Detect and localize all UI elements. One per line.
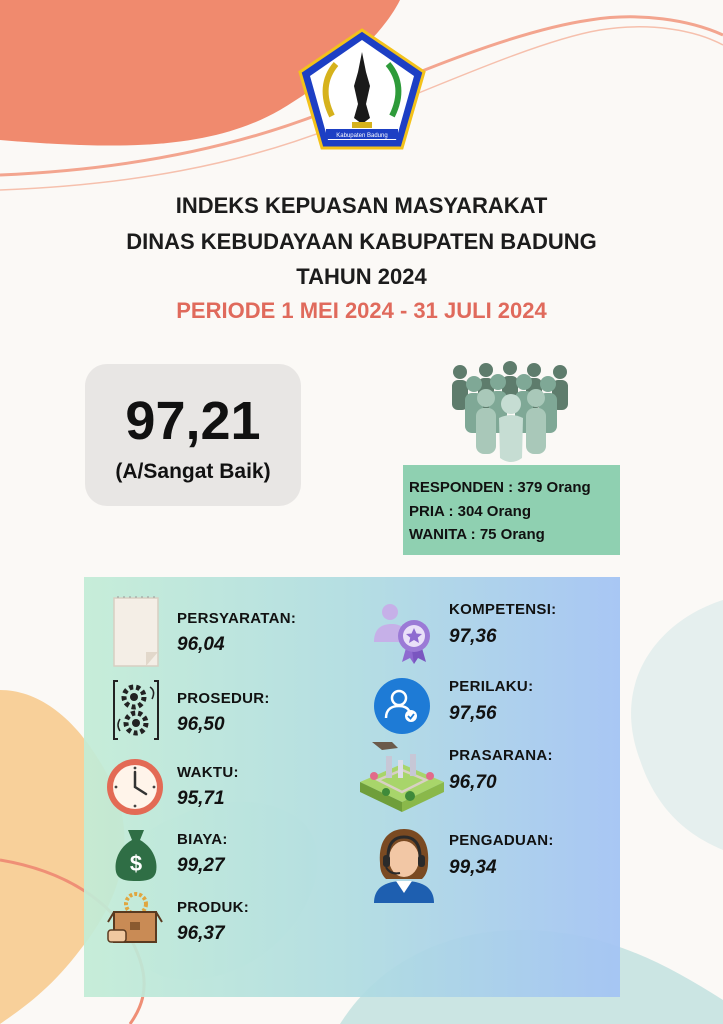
svg-text:$: $ — [129, 851, 143, 876]
indicator-value: 95,71 — [177, 788, 225, 809]
badung-regency-logo — [296, 26, 428, 152]
badge-award-icon — [370, 600, 436, 664]
indicator-value: 97,36 — [449, 626, 497, 647]
indicator-name: PRODUK: — [177, 899, 250, 916]
gears-icon — [112, 677, 160, 743]
document-icon — [112, 596, 160, 668]
indicator-value: 96,04 — [177, 634, 225, 655]
indicator-value: 99,34 — [449, 857, 497, 878]
city-park-icon — [358, 740, 446, 814]
score-category: (A/Sangat Baik) — [115, 460, 271, 483]
score-value: 97,21 — [125, 391, 261, 451]
period-label: PERIODE 1 MEI 2024 - 31 JULI 2024 — [176, 298, 547, 323]
respondent-total: RESPONDEN : 379 Orang — [409, 479, 591, 496]
respondent-female: WANITA : 75 Orang — [409, 526, 545, 543]
indicator-value: 99,27 — [177, 855, 225, 876]
title-line-1: INDEKS KEPUASAN MASYARAKAT — [175, 193, 548, 218]
indicator-name: PERSYARATAN: — [177, 610, 297, 627]
score-card — [85, 364, 301, 506]
indicator-name: WAKTU: — [177, 764, 239, 781]
title-line-3: TAHUN 2024 — [296, 264, 427, 289]
respondent-male: PRIA : 304 Orang — [409, 503, 531, 520]
product-box-icon — [106, 892, 164, 946]
indicator-value: 96,50 — [177, 714, 225, 735]
indicator-name: PENGADUAN: — [449, 832, 554, 849]
indicator-value: 96,70 — [449, 772, 497, 793]
clock-icon — [106, 758, 164, 816]
indicator-name: PROSEDUR: — [177, 690, 270, 707]
logo-text: Kabupaten Badung — [336, 133, 388, 139]
indicator-panel — [84, 577, 620, 997]
people-group-icon — [446, 358, 574, 464]
indicator-name: KOMPETENSI: — [449, 601, 557, 618]
indicator-value: 96,37 — [177, 923, 225, 944]
call-center-icon — [372, 827, 436, 903]
respondent-summary — [403, 465, 620, 555]
indicator-name: PERILAKU: — [449, 678, 534, 695]
indicator-name: PRASARANA: — [449, 747, 553, 764]
money-bag-icon — [112, 826, 160, 882]
title-line-2: DINAS KEBUDAYAAN KABUPATEN BADUNG — [126, 229, 597, 254]
user-verified-icon — [374, 678, 430, 734]
indicator-name: BIAYA: — [177, 831, 228, 848]
indicator-value: 97,56 — [449, 703, 497, 724]
